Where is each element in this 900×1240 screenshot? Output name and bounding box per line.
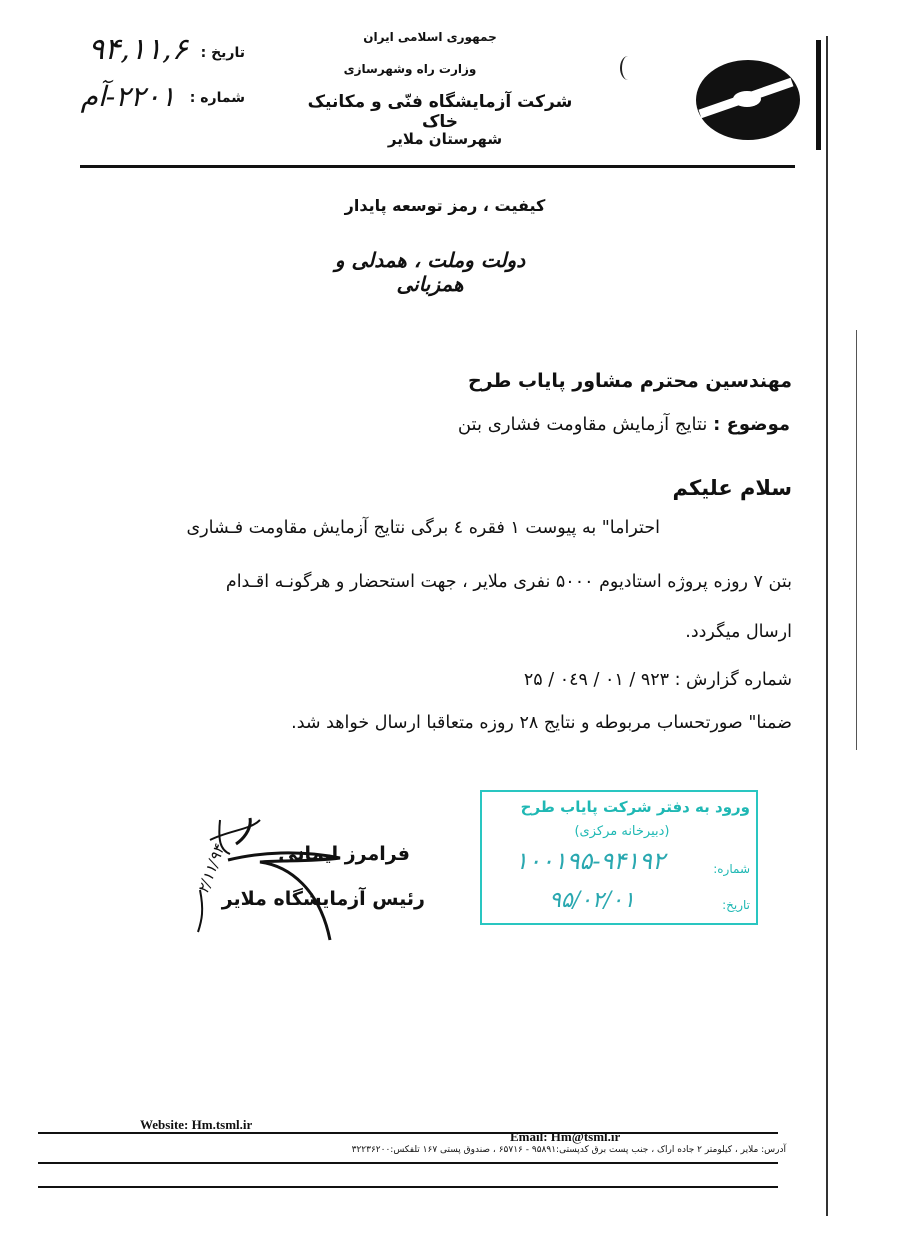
ministry-name: وزارت راه وشهرسازی [343,62,477,76]
stamp-subtitle: (دبیرخانه مرکزی) [574,824,670,839]
report-number-line: شماره گزارش : ۹۲۳ / ۰۱ / ۰٤۹ / ۲۵ [523,670,792,690]
footer-email: Email: Hm@tsml.ir [510,1129,621,1144]
date-value-handwritten: ۹۴,۱۱,۶ [88,32,188,67]
subject-text: نتایج آزمایش مقاومت فشاری بتن [457,414,708,435]
small-arc-mark [620,56,636,80]
receipt-stamp [480,790,758,925]
scan-edge-line [816,40,821,150]
footer-divider-middle [38,1162,778,1164]
scan-edge-line [826,36,828,1216]
signer-title: رئیس آزمایشگاه ملایر [221,888,425,910]
footer-divider-bottom [38,1186,778,1188]
body-line-3: ارسال میگردد. [685,622,792,642]
subject-label: موضوع : [713,414,790,435]
company-city: شهرستان ملایر [387,130,503,148]
postscript-line: ضمنا" صورتحساب مربوطه و نتایج ۲۸ روزه متعاقبا ارسال خواهد شد. [291,713,792,733]
header-divider [80,165,795,168]
republic-name: جمهوری اسلامی ایران [363,30,497,44]
footer-address: آدرس: ملایر ، کیلومتر ۲ جاده اراک ، جنب پست برق کدپستی:۹۵۸۹۱ - ۶۵۷۱۶ ، صندوق پستی ۱۶۷ تلفکس:۳۲۲۳۶۲۰۰ [351,1145,786,1155]
handwritten-signature-date: ۲/۱۱/۹۴ [194,842,229,897]
company-logo [692,52,804,148]
quality-slogan: کیفیت ، رمز توسعه پایدار [344,196,546,215]
stamp-number-label: شماره: [713,862,750,876]
calligraphy-slogan: دولت وملت ، همدلی و همزبانی [334,248,526,296]
greeting: سلام علیکم [672,476,792,500]
date-label: تاریخ : [200,45,245,61]
stamp-number-value: ۱۰۰۱۹۵-۹۴۱۹۲ [515,847,665,875]
body-line-1: احتراما" به پیوست ۱ فقره ٤ برگی نتایج آزمایش مقاومت فـشاری [186,518,660,538]
company-name: شرکت آزمایشگاه فنّی و مکانیک خاک [307,92,573,132]
number-value-handwritten: ۲۲۰۱-آم [80,80,176,113]
scan-edge-line [856,330,857,750]
stamp-date-label: تاریخ: [722,898,750,912]
number-label: شماره : [189,90,245,106]
footer-website: Website: Hm.tsml.ir [140,1117,253,1132]
subject-line [380,414,790,435]
stamp-title: ورود به دفتر شرکت پایاب طرح [520,798,750,816]
stamp-date-value: ۹۵/۰۲/۰۱ [549,888,635,913]
recipient-line: مهندسین محترم مشاور پایاب طرح [467,370,792,392]
signer-name: فرامرز ایمانی [278,843,410,865]
body-line-2: بتن ۷ روزه پروژه استادیوم ۵۰۰۰ نفری ملایر ، جهت استحضار و هرگونـه اقـدام [225,572,792,592]
signature-scribble [190,800,410,950]
